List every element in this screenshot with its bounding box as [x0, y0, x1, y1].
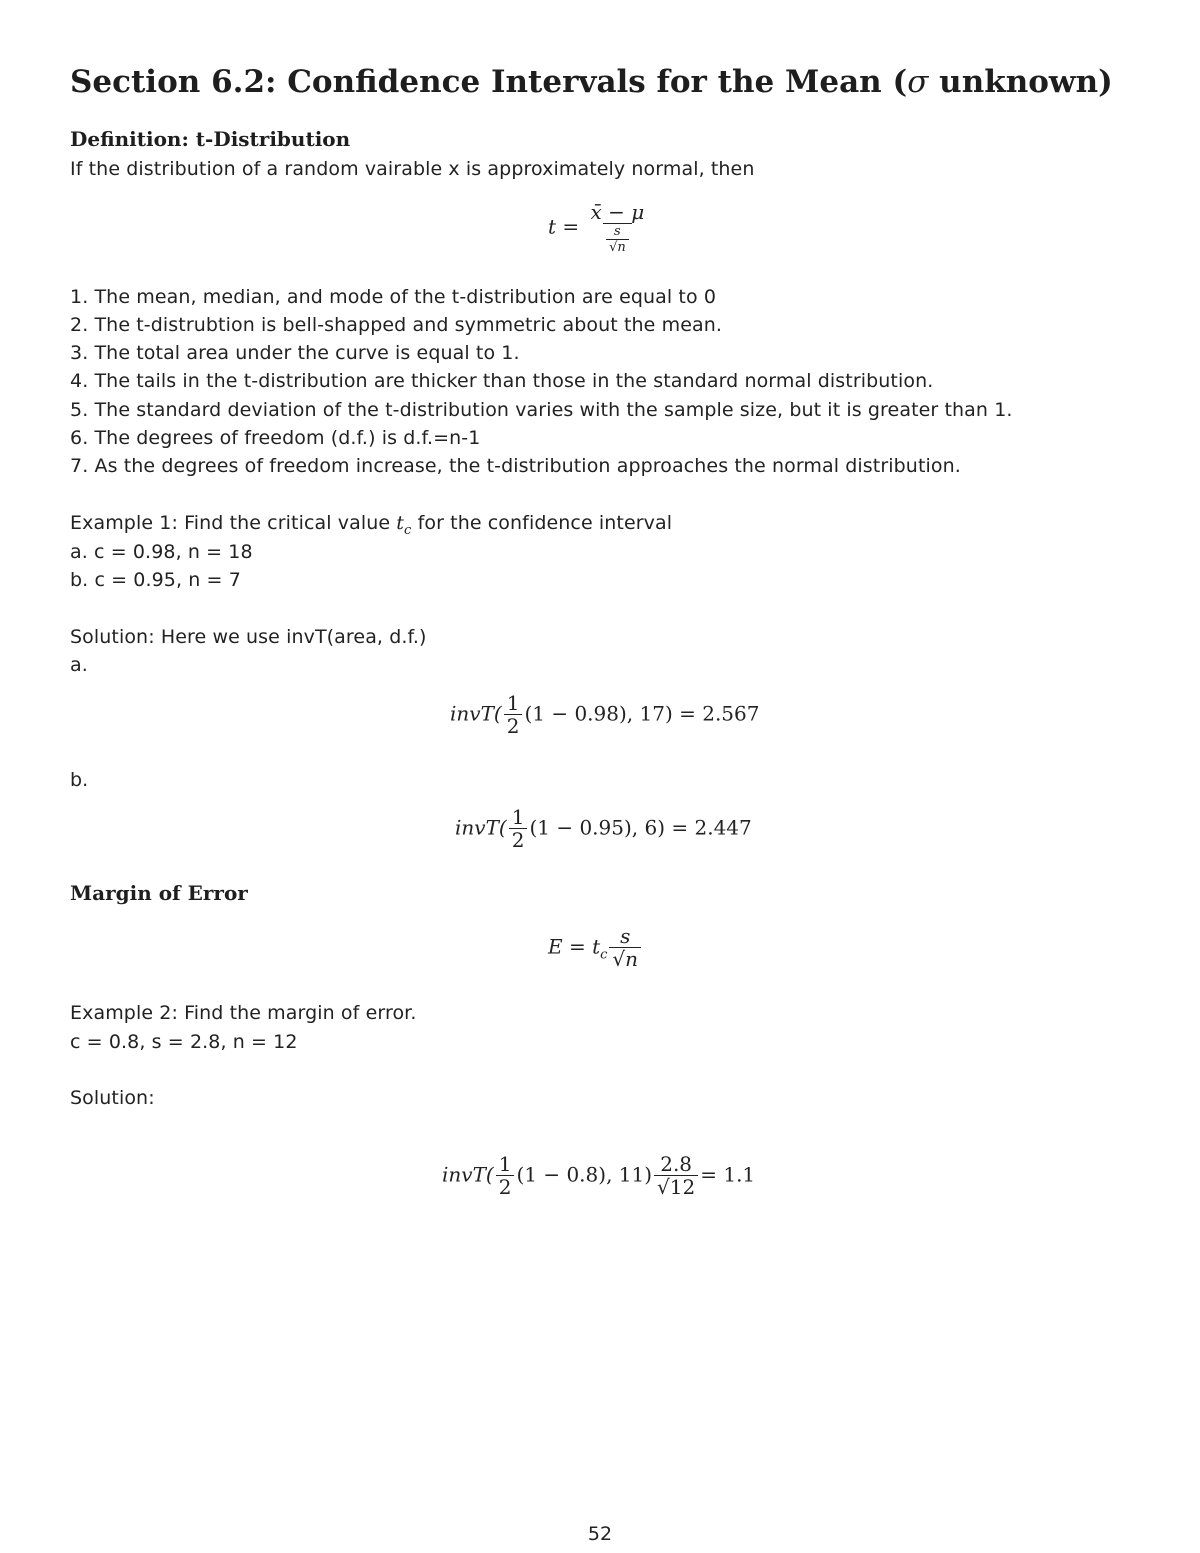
list-item: 2. The t-distrubtion is bell-shapped and symmetric about the mean.	[70, 314, 723, 336]
example1-solution: Solution: Here we use invT(area, d.f.)	[70, 626, 427, 648]
list-item: 3. The total area under the curve is equal to 1.	[70, 342, 520, 364]
example1-prompt: Example 1: Find the critical value $t_c$ for the confidence interval	[70, 512, 673, 538]
example2-prompt: Example 2: Find the margin of error.	[70, 1002, 417, 1024]
example1-a: a. c = 0.98, n = 18	[70, 541, 253, 563]
margin-heading: Margin of Error	[70, 881, 248, 905]
page-title: Section 6.2: Confidence Intervals for the Mean (σ unknown)	[70, 64, 1113, 100]
page-number: 52	[587, 1523, 613, 1545]
definition-intro: If the distribution of a random vairable x is approximately normal, then	[70, 158, 755, 180]
sigma-symbol: σ	[907, 64, 929, 100]
t-formula: t = $\frac{x̄ - \mu}{\frac{s}{√n}}$	[548, 202, 649, 254]
list-item: 4. The tails in the t-distribution are thicker than those in the standard normal distribution.	[70, 370, 934, 392]
t-formula-numerator: x̄ − μ	[590, 200, 645, 224]
margin-formula: $E = t_c$ $\frac{s}{√n}$	[548, 926, 643, 970]
equation-margin: invT( $\frac{1}{2}$ (1 − 0.8), 11) $\frac{2.8}{√12}$ = 1.1	[442, 1152, 756, 1199]
list-item: 5. The standard deviation of the t-distribution varies with the sample size, but it is greater than 1.	[70, 399, 1013, 421]
list-item: 1. The mean, median, and mode of the t-distribution are equal to 0	[70, 286, 717, 308]
equation-a: invT( $\frac{1}{2}$ (1 − 0.98), 17) = 2.567	[450, 691, 760, 738]
example1-b: b. c = 0.95, n = 7	[70, 569, 241, 591]
example1-b-label: b.	[70, 769, 89, 791]
example1-a-label: a.	[70, 654, 88, 676]
list-item: 7. As the degrees of freedom increase, the t-distribution approaches the normal distribution.	[70, 455, 961, 477]
definition-heading: Definition: t-Distribution	[70, 127, 351, 151]
example2-solution: Solution:	[70, 1087, 155, 1109]
equation-b: invT( $\frac{1}{2}$ (1 − 0.95), 6) = 2.447	[455, 805, 752, 852]
example2-given: c = 0.8, s = 2.8, n = 12	[70, 1031, 298, 1053]
list-item: 6. The degrees of freedom (d.f.) is d.f.=n-1	[70, 427, 481, 449]
